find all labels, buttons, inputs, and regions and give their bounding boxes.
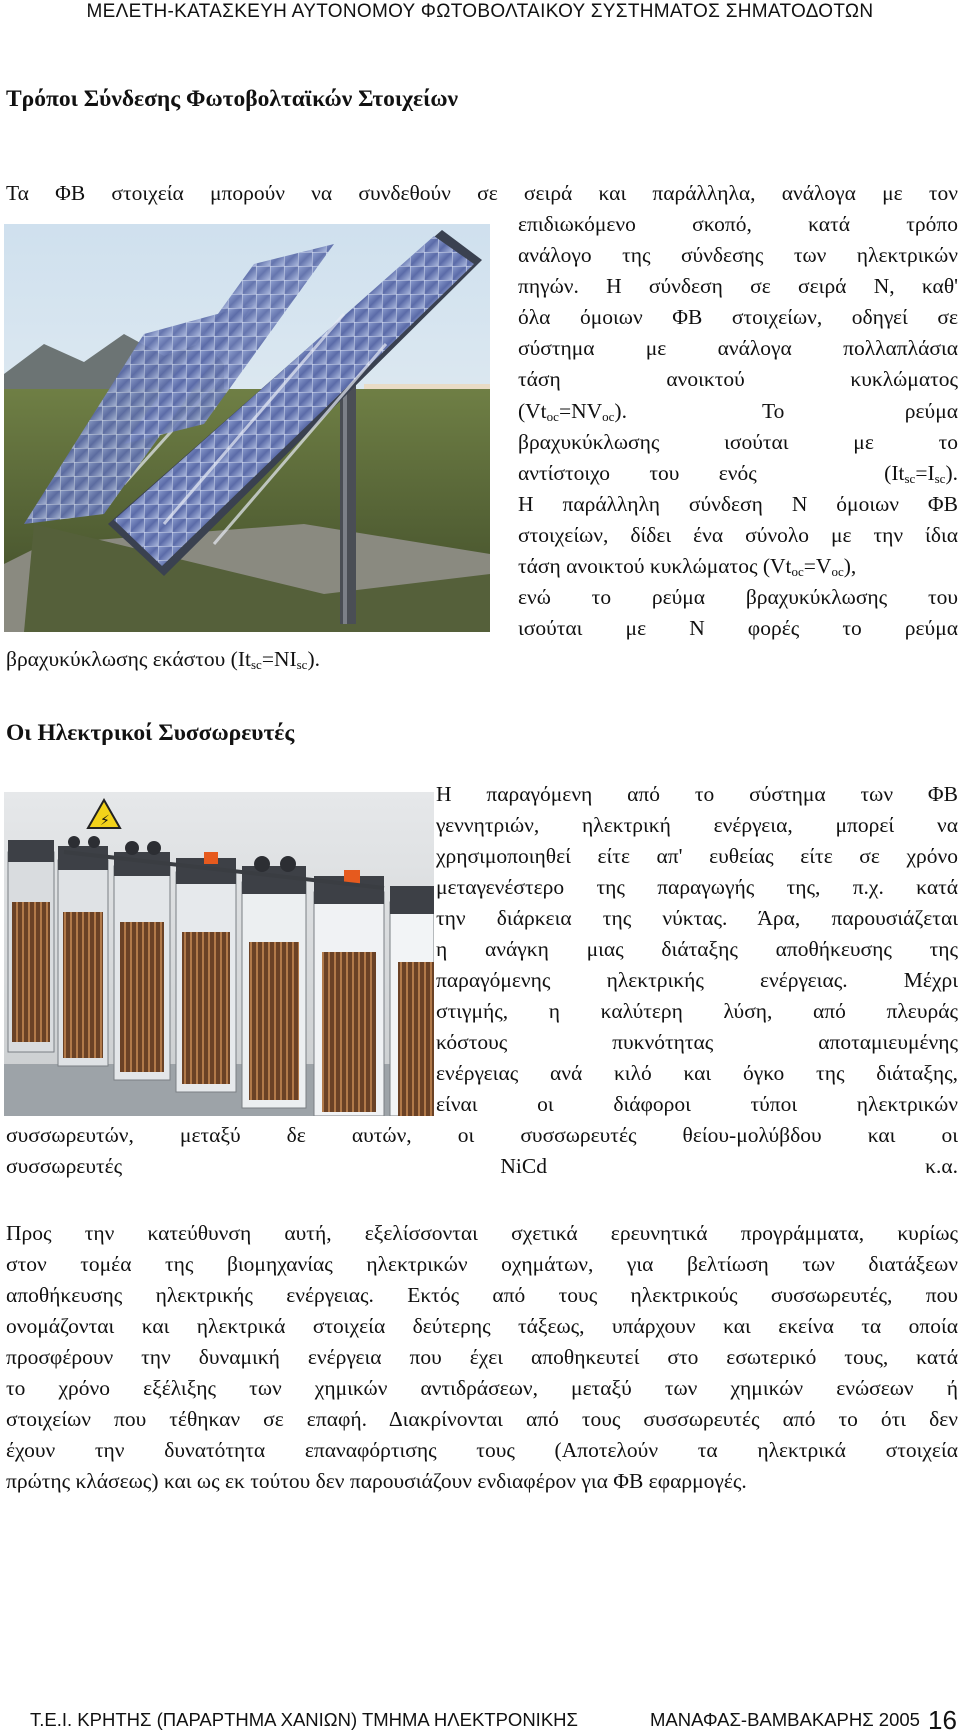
page-number: 16 (928, 1705, 957, 1735)
body-line: στοιχείων που τέθηκαν σε επαφή. Διακρίνονται από τους συσσωρευτές από το ότι δεν (6, 1407, 958, 1431)
section-title-batteries: Οι Ηλεκτρικοί Συσσωρευτές (6, 720, 295, 746)
body-line: στιγμής, η καλύτερη λύση, από πλευράς (436, 999, 958, 1023)
body-line: Η παράλληλη σύνδεση Ν όμοιων ΦΒ (518, 492, 958, 516)
body-line: ανάλογο της σύνδεσης των ηλεκτρικών (518, 243, 958, 267)
body-word: Το (762, 399, 785, 423)
body-line: επιδιωκόμενο σκοπό, κατά τρόπο (518, 212, 958, 236)
body-line-with-formula: τάση ανοικτού κυκλώματος $(Vt_{oc}=V_{oc})$, (518, 554, 857, 579)
svg-text:⚡: ⚡ (100, 813, 110, 829)
running-header: ΜΕΛΕΤΗ-ΚΑΤΑΣΚΕΥΗ ΑΥΤΟΝΟΜΟΥ ΦΩΤΟΒΟΛΤΑΙΚΟΥ ΣΥΣΤΗΜΑΤΟΣ ΣΗΜΑΤΟΔΟΤΩΝ (86, 1, 874, 22)
body-line: τάση ανοικτού κυκλώματος (518, 367, 958, 391)
footer-authors: ΜΑΝΑΦΑΣ-ΒΑΜΒΑΚΑΡΗΣ 2005 (650, 1709, 920, 1730)
body-line: ενώ το ρεύμα βραχυκύκλωσης του (518, 585, 958, 609)
solar-panel-photo (4, 224, 490, 632)
body-line: συσσωρευτές NiCd κ.α. (6, 1154, 958, 1178)
body-line: ενέργειας ανά κιλό και όγκο της διάταξης, (436, 1061, 958, 1085)
battery-bank-photo (4, 792, 434, 1116)
body-line: Η παραγόμενη από το σύστημα των ΦΒ (436, 782, 958, 806)
body-line: συσσωρευτών, μεταξύ δε αυτών, οι συσσωρευτές θείου-μολύβδου και οι (6, 1123, 958, 1147)
body-line: ονομάζονται και ηλεκτρικά στοιχεία δεύτερης τάξεως, υπάρχουν και εκείνα τα οποία (6, 1314, 958, 1338)
body-line: έχουν την δυνατότητα επαναφόρτισης τους (Αποτελούν τα ηλεκτρικά στοιχεία (6, 1438, 958, 1462)
body-line: παραγόμενης ηλεκτρικής ενέργειας. Μέχρι (436, 968, 958, 992)
body-line: η ανάγκη μιας διάταξης αποθήκευσης της (436, 937, 958, 961)
body-line: Τα ΦΒ στοιχεία μπορούν να συνδεθούν σε σειρά και παράλληλα, ανάλογα με τον (6, 181, 958, 205)
body-line: πηγών. Η σύνδεση σε σειρά Ν, καθ' (518, 274, 958, 298)
footer-institution: Τ.Ε.Ι. ΚΡΗΤΗΣ (ΠΑΡΑΡΤΗΜΑ ΧΑΝΙΩΝ) ΤΜΗΜΑ ΗΛΕΚΤΡΟΝΙΚΗΣ (30, 1709, 578, 1730)
body-word: ρεύμα (904, 399, 958, 423)
body-line-with-formula: βραχυκύκλωσης εκάστου $(It_{sc}=NI_{sc})$. (6, 647, 321, 672)
body-line: πρώτης κλάσεως) και ως εκ τούτου δεν παρουσιάζουν ενδιαφέρον για ΦΒ εφαρμογές. (6, 1469, 747, 1493)
body-line: είναι οι διάφοροι τύποι ηλεκτρικών (436, 1092, 958, 1116)
body-line: όλα όμοιων ΦΒ στοιχείων, οδηγεί σε (518, 305, 958, 329)
body-line: προσφέρουν την δυναμική ενέργεια που έχει αποθηκευτεί στο εσωτερικό τους, κατά (6, 1345, 958, 1369)
body-line: μεταγενέστερο της παραγωγής της, π.χ. κατά (436, 875, 958, 899)
formula-series-voltage: $(Vt_{oc}=NV_{oc})$. (518, 399, 627, 424)
body-line: κόστους πυκνότητας αποταμιευμένης (436, 1030, 958, 1054)
body-line: στοιχείων, δίδει ένα σύνολο με την ίδια (518, 523, 958, 547)
body-line: το χρόνο εξέλιξης των χημικών αντιδράσεων, μεταξύ των χημικών ενώσεων ή (6, 1376, 958, 1400)
section-title-pv-connection: Τρόποι Σύνδεσης Φωτοβολταϊκών Στοιχείων (6, 86, 459, 112)
body-line: αποθήκευσης ηλεκτρικής ενέργειας. Εκτός από τους ηλεκτρικούς συσσωρευτές, που (6, 1283, 958, 1307)
formula-series-current: $(It_{sc}=I_{sc})$. (884, 461, 958, 486)
body-line: ισούται με Ν φορές το ρεύμα (518, 616, 958, 640)
body-line: την διάρκεια της νύκτας. Άρα, παρουσιάζεται (436, 906, 958, 930)
body-line: στον τομέα της βιομηχανίας ηλεκτρικών οχημάτων, για βελτίωση των διατάξεων (6, 1252, 958, 1276)
body-text: αντίστοιχο του ενός (518, 461, 757, 485)
body-line-with-formula (518, 458, 958, 489)
body-line: βραχυκύκλωσης ισούται με το (518, 430, 958, 454)
body-line: σύστημα με ανάλογα πολλαπλάσια (518, 336, 958, 360)
body-line: γεννητριών, ηλεκτρική ενέργεια, μπορεί να (436, 813, 958, 837)
body-line: Προς την κατεύθυνση αυτή, εξελίσσονται σχετικά ερευνητικά προγράμματα, κυρίως (6, 1221, 958, 1245)
body-line: χρησιμοποιηθεί είτε απ' ευθείας είτε σε χρόνο (436, 844, 958, 868)
